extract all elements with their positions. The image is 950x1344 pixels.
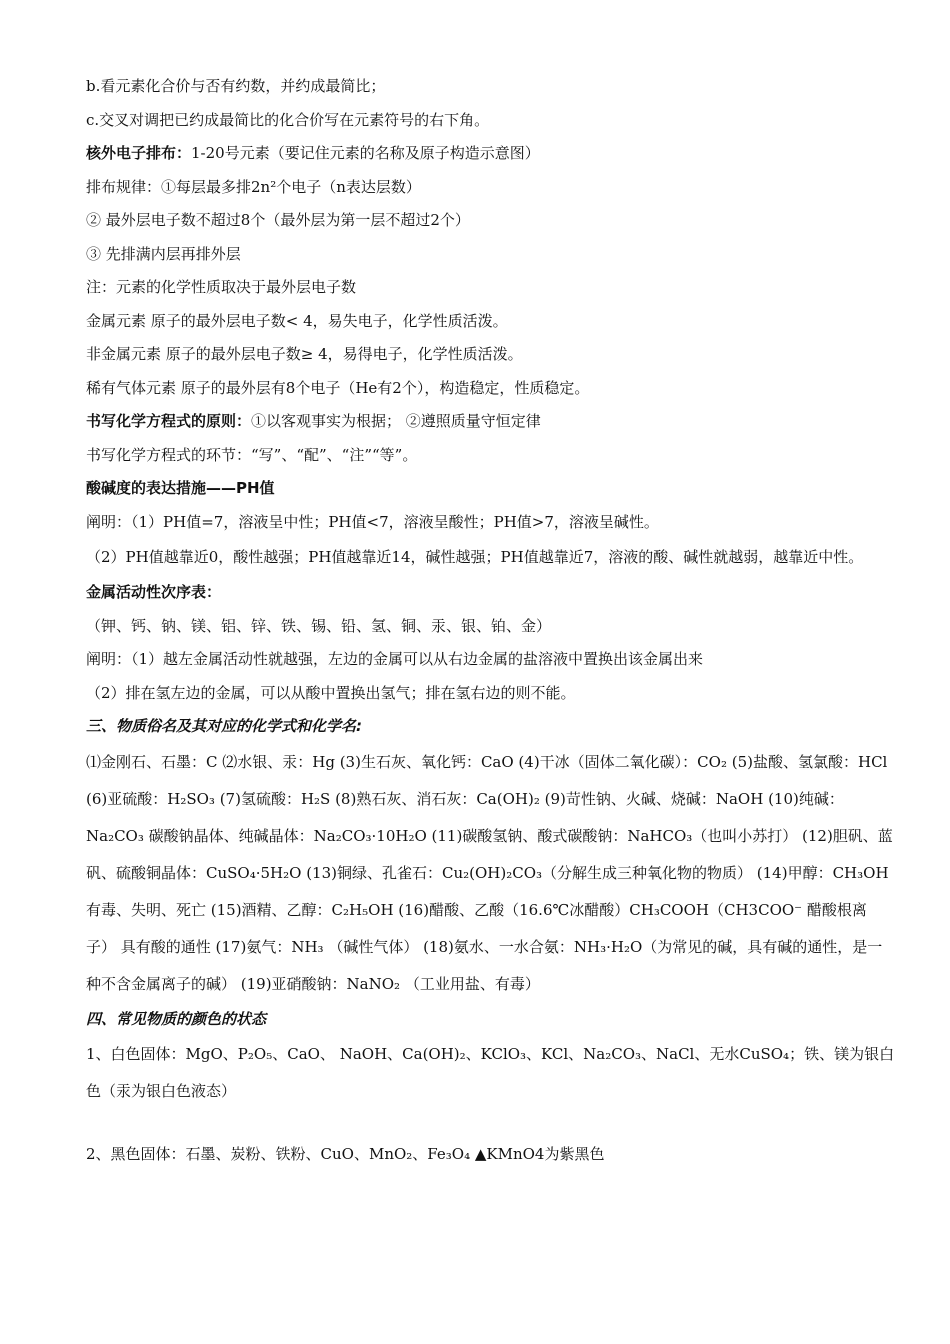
spacer [86, 1110, 896, 1138]
bold-heading: 书写化学方程式的原则： [86, 412, 252, 430]
text-line: （2）排在氢左边的金属，可以从酸中置换出氢气；排在氢右边的则不能。 [86, 683, 576, 702]
text-span: 1-20号元素（要记住元素的名称及原子构造示意图） [191, 144, 540, 162]
text-paragraph: 1、白色固体：MgO、P₂O₅、CaO、 NaOH、Ca(OH)₂、KClO₃、KCl、Na₂CO₃、NaCl、无水CuSO₄；铁、镁为银白色（汞为银白色液态） [86, 1045, 895, 1100]
text-line: 非金属元素 原子的最外层电子数≥ 4，易得电子，化学性质活泼。 [86, 345, 523, 363]
text-line: 阐明：（1）越左金属活动性就越强，左边的金属可以从右边金属的盐溶液中置换出该金属出来 [86, 650, 704, 668]
text-line [86, 405, 896, 439]
text-line: 排布规律：①每层最多排2n²个电子（n表达层数） [86, 177, 421, 196]
section-heading: 四、常见物质的颜色的状态 [86, 1009, 267, 1028]
text-paragraph: ⑴金刚石、石墨：C ⑵水银、汞：Hg (3)生石灰、氧化钙：CaO (4)干冰（固体二氧化碳）：CO₂ (5)盐酸、氢氯酸：HCl (6)亚硫酸：H₂SO₃ (7)氢硫酸：H₂S (8)熟石灰、消石灰：Ca(OH)₂ (9)苛性钠、火碱、烧碱：NaOH (10)纯碱：Na₂CO₃ 碳酸钠晶体、纯碱晶体：Na₂CO₃·10H₂O (11)碳酸氢钠、酸式碳酸钠：NaHCO₃（也叫小苏打） (12)胆矾、蓝矾、硫酸铜晶体：CuSO₄·5H₂O (13)铜绿、孔雀石：Cu₂(OH)₂CO₃（分解生成三种氧化物的物质） (14)甲醇：CH₃OH 有毒、失明、死亡 (15)酒精、乙醇：C₂H₅OH (16)醋酸、乙酸（16.6℃冰醋酸）CH₃COOH（CH3COO⁻ 醋酸根离子） 具有酸的通性 (17)氨气：NH₃ （碱性气体） (18)氨水、一水合氨：NH₃·H₂O（为常见的碱，具有碱的通性，是一种不含金属离子的碱） (19)亚硝酸钠：NaNO₂ （工业用盐、有毒） [86, 752, 893, 993]
text-span: ①以客观事实为根据； ②遵照质量守恒定律 [251, 412, 541, 430]
text-line [86, 137, 896, 171]
text-paragraph: （2）PH值越靠近0，酸性越强；PH值越靠近14，碱性越强；PH值越靠近7，溶液的酸、碱性就越弱，越靠近中性。 [86, 548, 864, 566]
text-line: 稀有气体元素 原子的最外层有8个电子（He有2个），构造稳定，性质稳定。 [86, 378, 590, 397]
text-line: 注：元素的化学性质取决于最外层电子数 [86, 278, 357, 296]
text-line: ② 最外层电子数不超过8个（最外层为第一层不超过2个） [86, 211, 470, 229]
bold-heading: 核外电子排布： [86, 144, 192, 162]
document-page [86, 70, 896, 1172]
text-line: c.交叉对调把已约成最简比的化合价写在元素符号的右下角。 [86, 110, 490, 129]
text-line: 书写化学方程式的环节：“写”、“配”、“注”“等”。 [86, 445, 418, 464]
text-line: ③ 先排满内层再排外层 [86, 244, 241, 263]
text-line: 阐明：（1）PH值=7，溶液呈中性；PH值<7，溶液呈酸性；PH值>7，溶液呈碱性。 [86, 512, 659, 531]
section-heading: 酸碱度的表达措施——PH值 [86, 479, 275, 497]
text-line: 金属元素 原子的最外层电子数< 4，易失电子，化学性质活泼。 [86, 311, 508, 330]
text-line: b.看元素化合价与否有约数，并约成最简比； [86, 77, 386, 95]
section-heading: 金属活动性次序表： [86, 583, 222, 601]
text-line: （钾、钙、钠、镁、铝、锌、铁、锡、铅、氢、铜、汞、银、铂、金） [86, 616, 552, 635]
text-line: 2、黑色固体：石墨、炭粉、铁粉、CuO、MnO₂、Fe₃O₄ ▲KMnO4为紫黑色 [86, 1145, 605, 1163]
section-heading: 三、物质俗名及其对应的化学式和化学名: [86, 717, 363, 735]
